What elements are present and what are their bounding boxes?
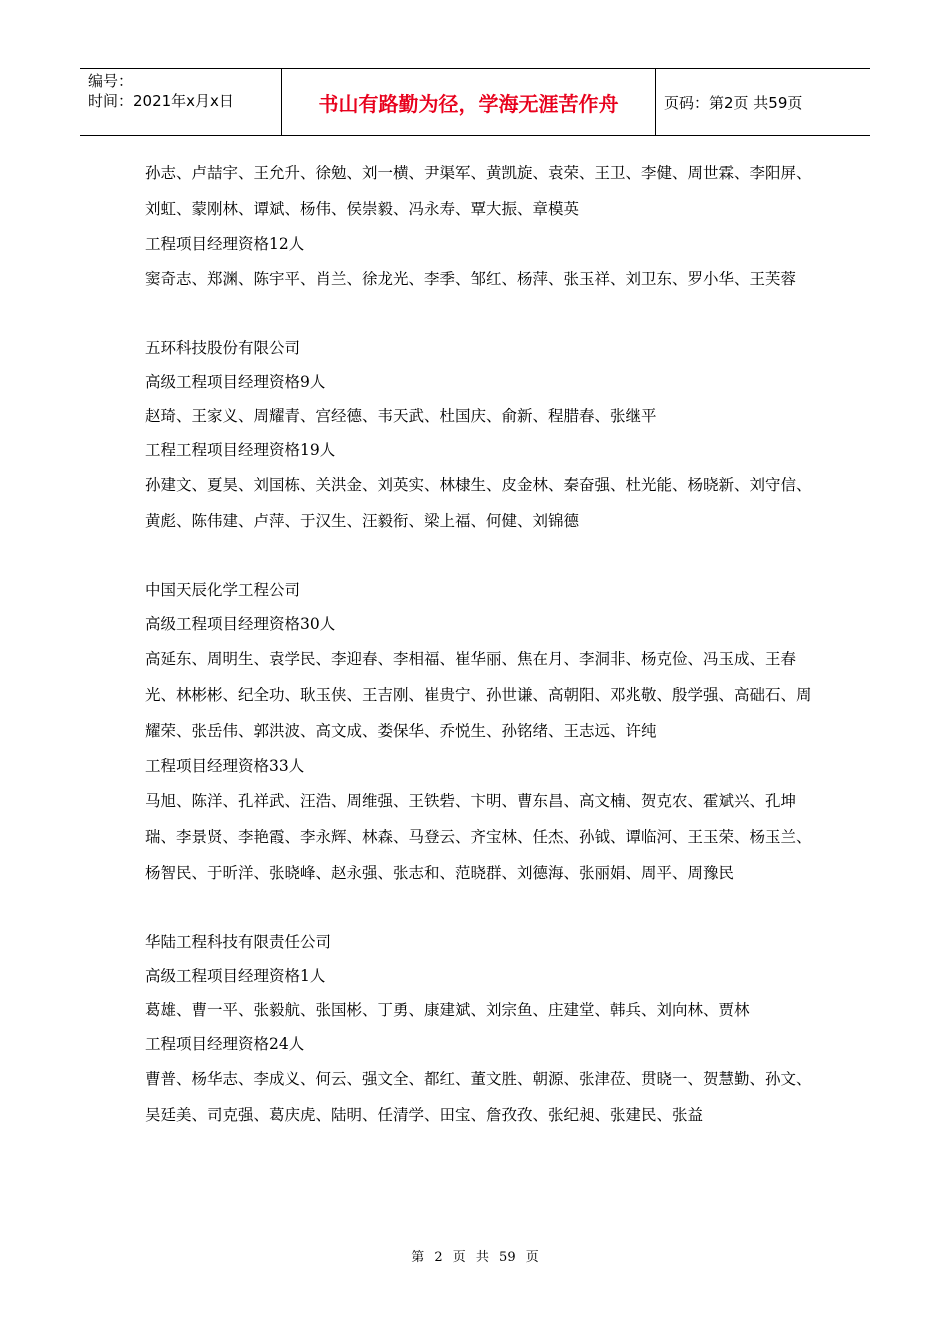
section-spacer	[145, 297, 825, 331]
name-list-paragraph: 高延东、周明生、袁学民、李迎春、李相福、崔华丽、焦在月、李洞非、杨克俭、冯玉成、王春光、林彬彬、纪全功、耿玉侠、王吉刚、崔贵宁、孙世谦、高朝阳、邓兆敬、殷学强、高础石、周耀荣、张岳伟、郭洪波、高文成、娄保华、乔悦生、孙铭绪、王志远、许纯	[145, 650, 812, 740]
text-line: 赵琦、王家义、周耀青、宫经德、韦天武、杜国庆、俞新、程腊春、张继平	[145, 407, 657, 425]
text-line: 工程工程项目经理资格19人	[145, 441, 336, 459]
name-list-paragraph: 孙志、卢喆宇、王允升、徐勉、刘一横、尹渠军、黄凯旋、袁荣、王卫、李健、周世霖、李阳屏、刘虹、蒙刚林、谭斌、杨伟、侯崇毅、冯永寿、覃大振、章模英	[145, 164, 812, 218]
text-line: 工程项目经理资格33人	[145, 757, 305, 775]
text-line: 华陆工程科技有限责任公司	[145, 933, 332, 951]
text-line: 中国天辰化学工程公司	[145, 581, 301, 599]
header-motto: 书山有路勤为径，学海无涯苦作舟	[282, 69, 656, 135]
text-line: 工程项目经理资格12人	[145, 235, 305, 253]
time-label: 时间：2021年x月x日	[88, 92, 234, 110]
name-list-paragraph: 窦奇志、郑渊、陈宇平、肖兰、徐龙光、李季、邹红、杨萍、张玉祥、刘卫东、罗小华、王芙蓉	[145, 270, 797, 288]
number-label: 编号：	[88, 72, 134, 90]
header-meta	[80, 69, 282, 135]
page-footer: 第 2 页 共 59 页	[411, 1250, 539, 1265]
page-header	[80, 68, 870, 136]
text-line: 工程项目经理资格24人	[145, 1035, 305, 1053]
text-line: 高级工程项目经理资格1人	[145, 967, 326, 985]
document-body	[145, 155, 825, 1133]
text-line: 葛雄、曹一平、张毅航、张国彬、丁勇、康建斌、刘宗鱼、庄建堂、韩兵、刘向林、贾林	[145, 1001, 750, 1019]
name-list-paragraph: 孙建文、夏昊、刘国栋、关洪金、刘英实、林棣生、皮金林、秦奋强、杜光能、杨晓新、刘守信、黄彪、陈伟建、卢萍、于汉生、汪毅衔、梁上福、何健、刘锦德	[145, 476, 812, 530]
section-spacer	[145, 891, 825, 925]
header-page-info: 页码：第2页 共59页	[664, 93, 803, 112]
text-line: 五环科技股份有限公司	[145, 339, 301, 357]
text-line: 高级工程项目经理资格30人	[145, 615, 336, 633]
name-list-paragraph: 马旭、陈洋、孔祥武、汪浩、周维强、王铁砦、卞明、曹东昌、高文楠、贺克农、霍斌兴、孔坤瑞、李景贤、李艳霞、李永辉、林森、马登云、齐宝林、任杰、孙钺、谭临河、王玉荣、杨玉兰、杨智民、于昕洋、张晓峰、赵永强、张志和、范晓群、刘德海、张丽娟、周平、周豫民	[145, 792, 812, 882]
text-line: 高级工程项目经理资格9人	[145, 373, 326, 391]
name-list-paragraph: 曹普、杨华志、李成义、何云、强文全、都红、董文胜、朝源、张津莅、贯晓一、贺慧勤、孙文、吴廷美、司克强、葛庆虎、陆明、任清学、田宝、詹孜孜、张纪昶、张建民、张益	[145, 1070, 812, 1124]
section-spacer	[145, 539, 825, 573]
